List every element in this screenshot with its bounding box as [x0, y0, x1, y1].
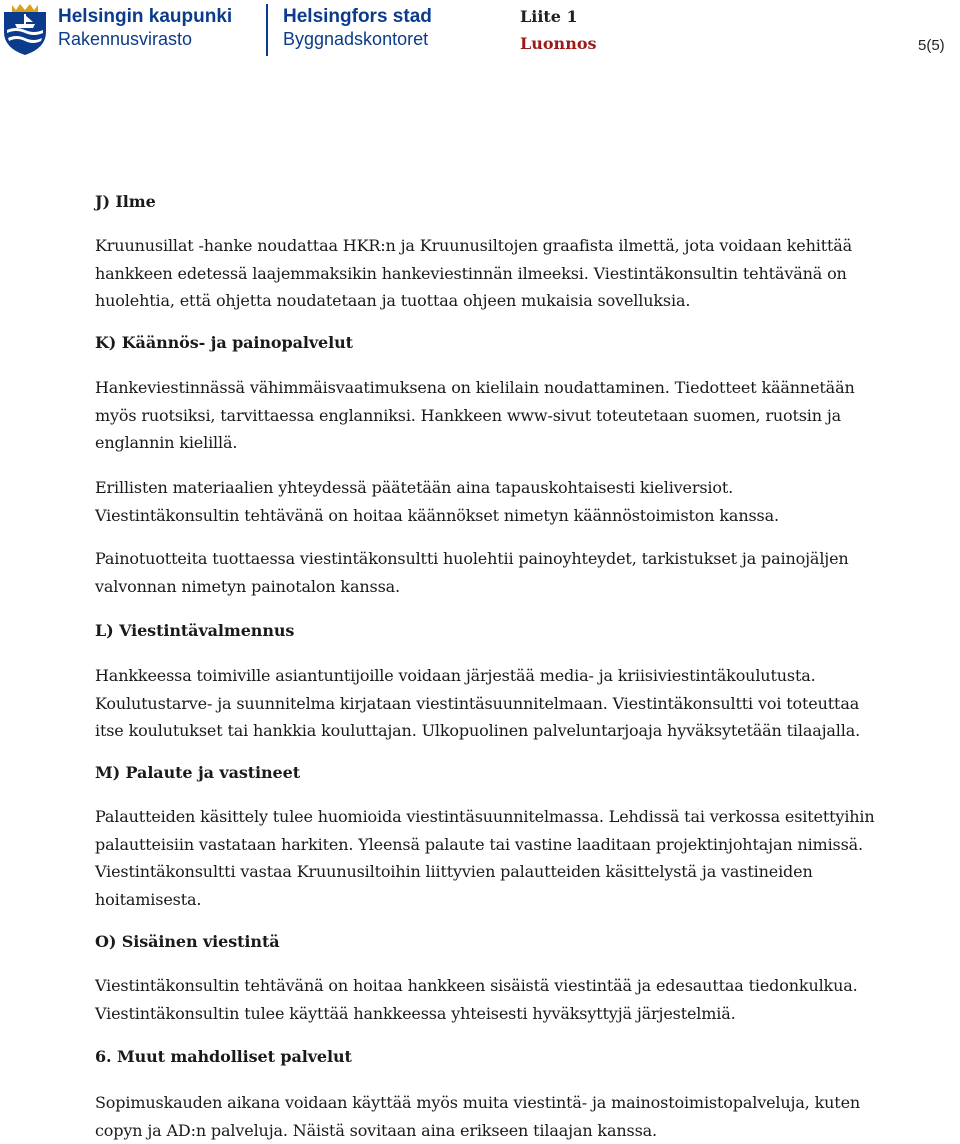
text-line: hankkeen edetessä laajemmaksikin hankeviestinnän ilmeeksi. Viestintäkonsultin tehtävänä on — [95, 260, 852, 288]
text-line: Viestintäkonsultin tehtävänä on hoitaa hankkeen sisäistä viestintää ja edesauttaa tiedonkulkua. — [95, 972, 858, 1000]
text-line: Hankeviestinnässä vähimmäisvaatimuksena on kielilain noudattaminen. Tiedotteet käännetään — [95, 374, 855, 402]
text-line: Hankkeessa toimiville asiantuntijoille voidaan järjestää media- ja kriisiviestintäkoulutusta. — [95, 662, 860, 690]
heading-muut-palvelut: 6. Muut mahdolliset palvelut — [95, 1043, 352, 1070]
org-name-swedish — [283, 6, 432, 50]
text-line: Sopimuskauden aikana voidaan käyttää myös muita viestintä- ja mainostoimistopalveluja, kuten — [95, 1089, 860, 1117]
page-number: 5(5) — [918, 37, 945, 54]
text-line: Palautteiden käsittely tulee huomioida viestintäsuunnitelmassa. Lehdissä tai verkossa esitettyihin — [95, 803, 875, 831]
text-line: Painotuotteita tuottaessa viestintäkonsultti huolehtii painoyhteydet, tarkistukset ja painojäljen — [95, 545, 849, 573]
paragraph-koulutus — [95, 662, 860, 745]
text-line: Koulutustarve- ja suunnitelma kirjataan viestintäsuunnitelmaan. Viestintäkonsultti voi toteuttaa — [95, 690, 860, 718]
org-name-finnish — [58, 6, 232, 50]
paragraph-kielilaki — [95, 374, 855, 457]
paragraph-painotuotteet — [95, 545, 849, 600]
org-dept-sv: Byggnadskontoret — [283, 28, 432, 50]
helsinki-crest-logo — [2, 2, 48, 56]
heading-kaannos: K) Käännös- ja painopalvelut — [95, 329, 353, 356]
text-line: itse koulutukset tai hankkia kouluttajan. Ulkopuolinen palveluntarjoaja hyväksytetään tilaajalla. — [95, 717, 860, 745]
org-city-sv: Helsingfors stad — [283, 6, 432, 28]
text-line: Kruunusillat -hanke noudattaa HKR:n ja Kruunusiltojen graafista ilmettä, jota voidaan kehittää — [95, 232, 852, 260]
text-line: Viestintäkonsultti vastaa Kruunusiltoihin liittyvien palautteiden käsittelystä ja vastineiden — [95, 858, 875, 886]
text-line: hoitamisesta. — [95, 886, 875, 914]
text-line: Erillisten materiaalien yhteydessä päätetään aina tapauskohtaisesti kieliversiot. — [95, 474, 779, 502]
heading-palaute: M) Palaute ja vastineet — [95, 759, 300, 786]
document-type: Liite 1 — [520, 7, 578, 26]
paragraph-muut-palvelut — [95, 1089, 860, 1144]
text-line: huolehtia, että ohjetta noudatetaan ja tuottaa ohjeen mukaisia sovelluksia. — [95, 287, 852, 315]
heading-ilme: J) Ilme — [95, 188, 156, 215]
paragraph-sisainen — [95, 972, 858, 1027]
text-line: valvonnan nimetyn painotalon kanssa. — [95, 573, 849, 601]
paragraph-ilme — [95, 232, 852, 315]
document-header — [0, 0, 960, 70]
document-status: Luonnos — [520, 34, 597, 53]
paragraph-kieliversiot — [95, 474, 779, 529]
paragraph-palaute — [95, 803, 875, 913]
header-divider — [266, 4, 268, 56]
text-line: palautteisiin vastataan harkiten. Yleensä palaute tai vastine laaditaan projektinjohtajan nimissä. — [95, 831, 875, 859]
text-line: myös ruotsiksi, tarvittaessa englanniksi. Hankkeen www-sivut toteutetaan suomen, ruotsin ja — [95, 402, 855, 430]
text-line: Viestintäkonsultin tehtävänä on hoitaa käännökset nimetyn käännöstoimiston kanssa. — [95, 502, 779, 530]
text-line: Viestintäkonsultin tulee käyttää hankkeessa yhteisesti hyväksyttyjä järjestelmiä. — [95, 1000, 858, 1028]
text-line: copyn ja AD:n palveluja. Näistä sovitaan aina erikseen tilaajan kanssa. — [95, 1117, 860, 1144]
text-line: englannin kielillä. — [95, 429, 855, 457]
heading-viestintavalmennus: L) Viestintävalmennus — [95, 617, 294, 644]
org-city-fi: Helsingin kaupunki — [58, 6, 232, 28]
org-dept-fi: Rakennusvirasto — [58, 28, 232, 50]
heading-sisainen-viestinta: O) Sisäinen viestintä — [95, 928, 280, 955]
